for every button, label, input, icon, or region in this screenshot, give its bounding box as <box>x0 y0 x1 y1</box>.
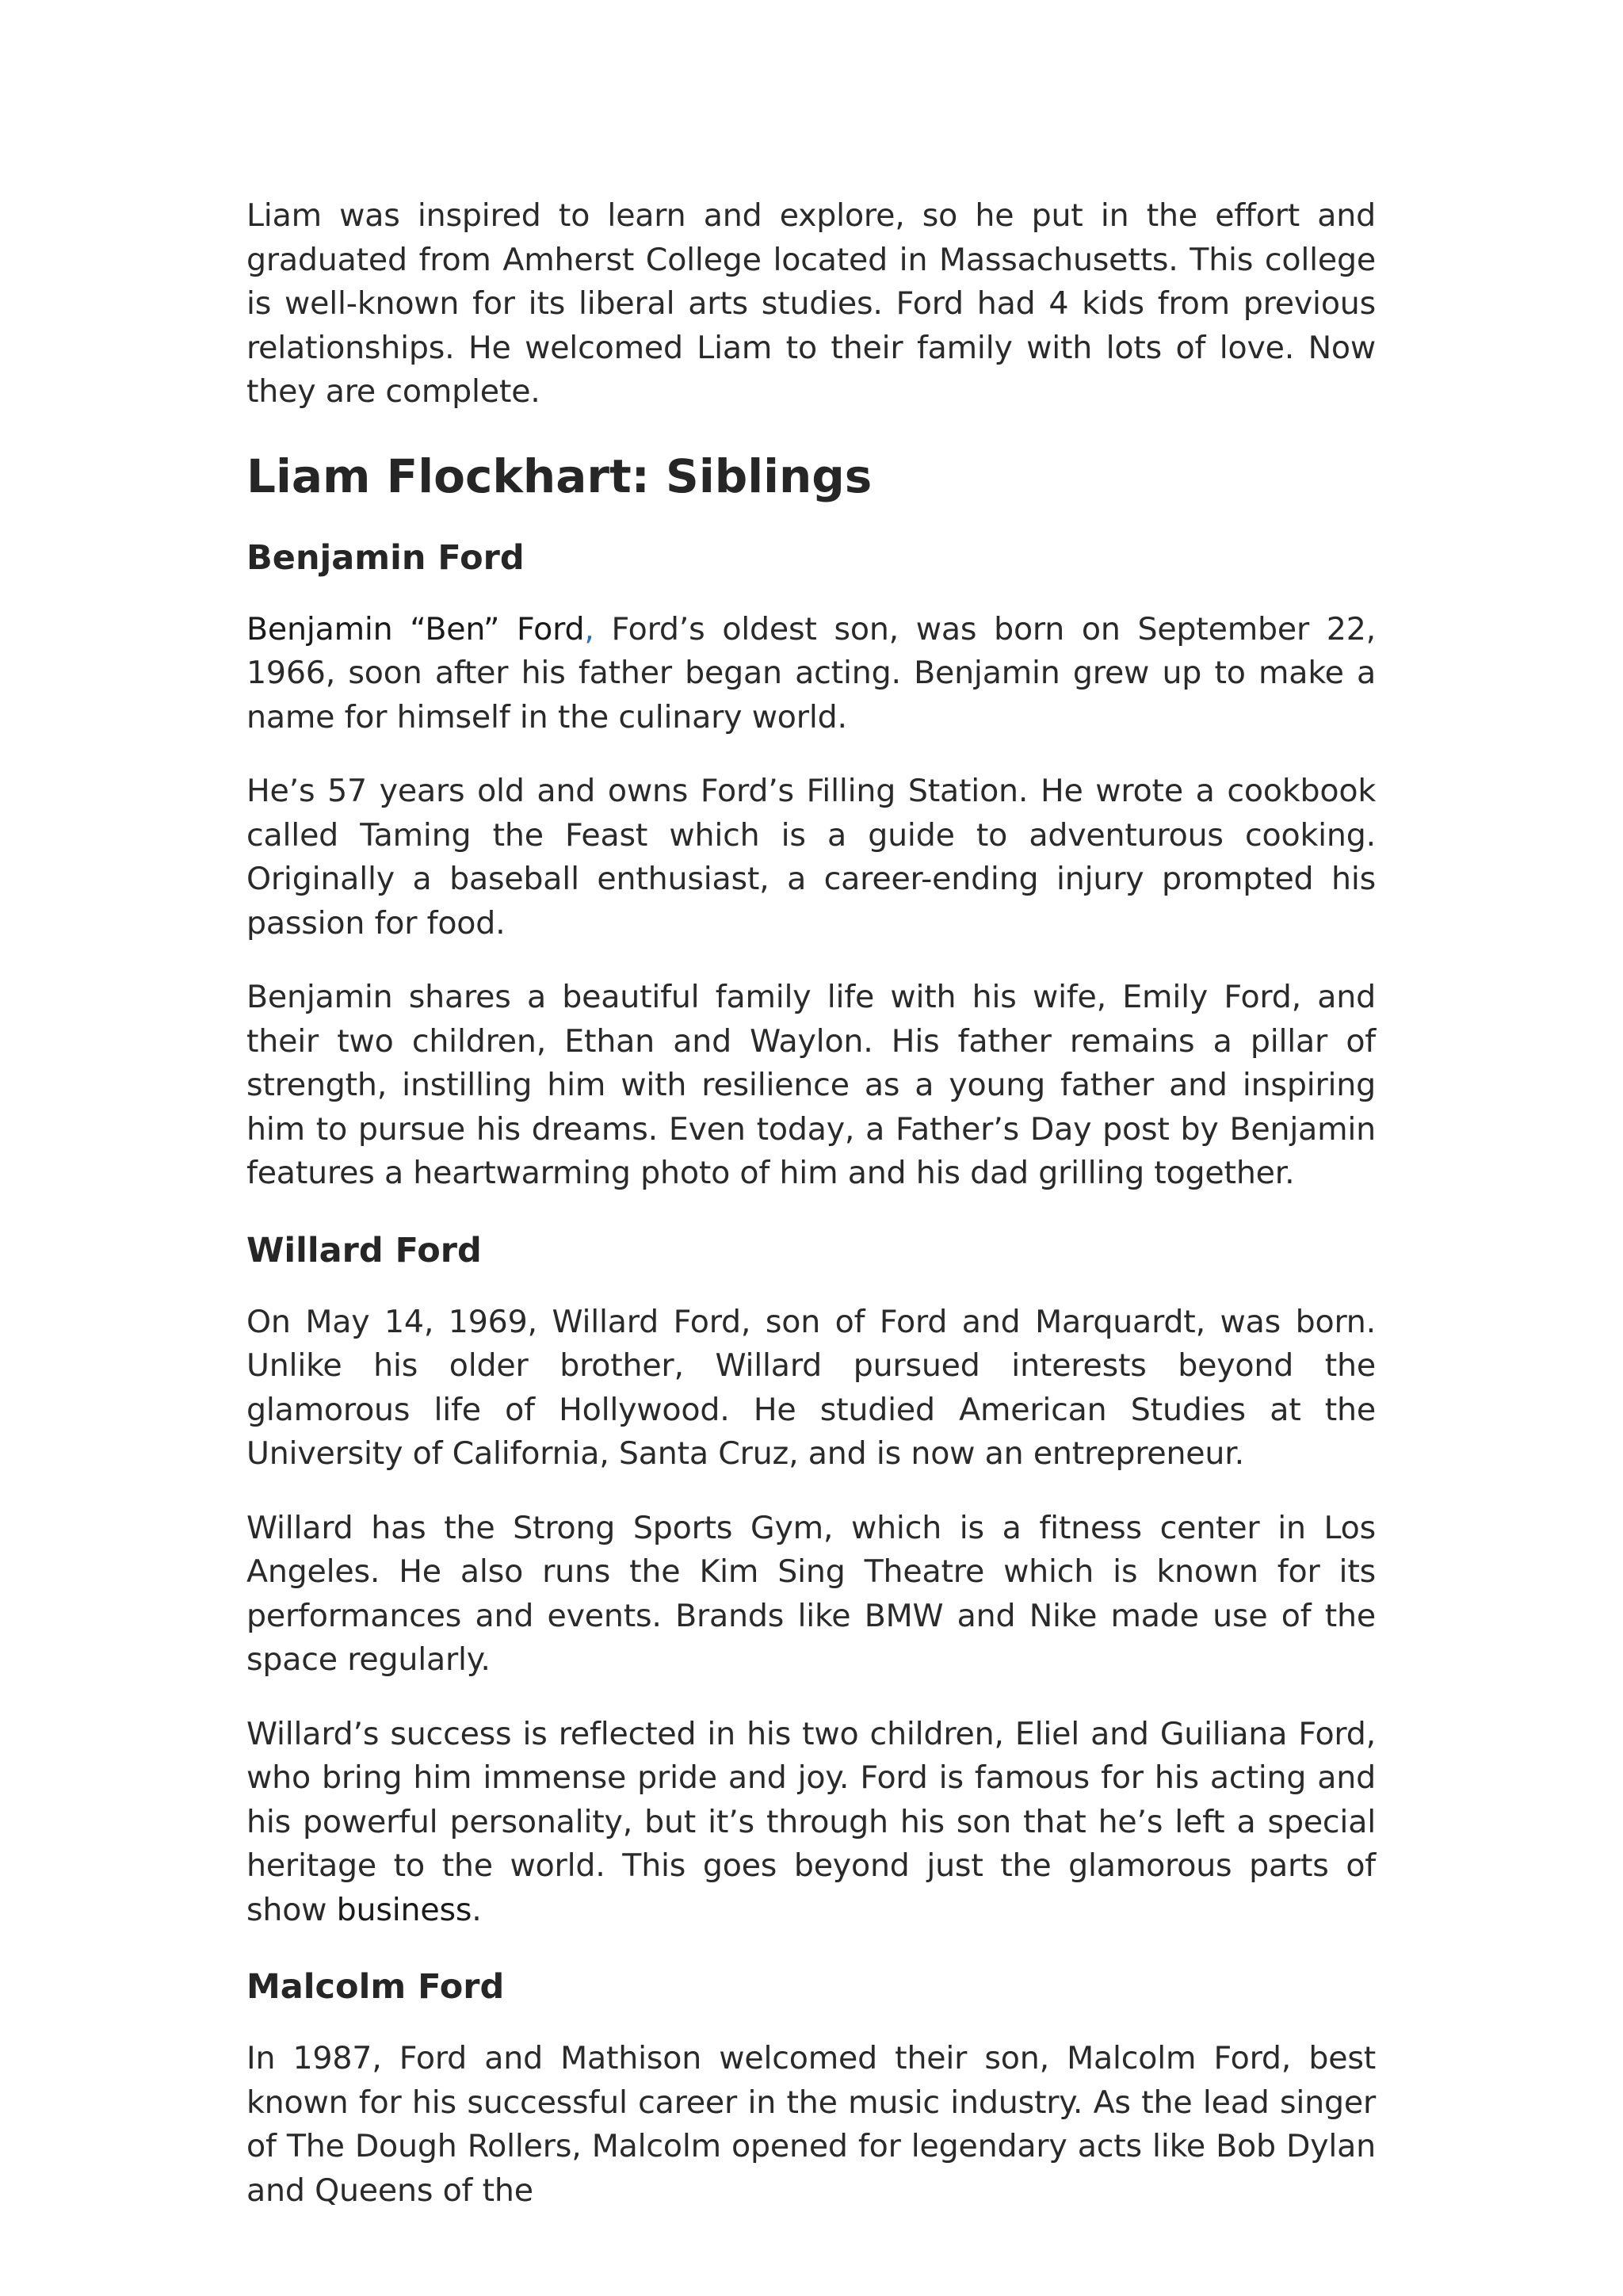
document-page <box>246 194 1376 2243</box>
benjamin-link[interactable]: Benjamin “Ben” Ford <box>246 610 585 648</box>
willard-heading: Willard Ford <box>246 1230 482 1270</box>
willard-paragraph-1: On May 14, 1969, Willard Ford, son of Ford and Marquardt, was born. Unlike his older brother, Willard pursued interests beyond the glamorous life of Hollywood. He studied American Studies at the University of California, Santa Cruz, and is now an entrepreneur. <box>246 1303 1376 1472</box>
benjamin-heading: Benjamin Ford <box>246 537 525 578</box>
intro-paragraph: Liam was inspired to learn and explore, so he put in the effort and graduated from Amherst College located in Massachusetts. This college is well-known for its liberal arts studies. Ford had 4 kids from previous relationships. He welcomed Liam to their family with lots of love. Now they are complete. <box>246 197 1376 410</box>
siblings-heading: Liam Flockhart: Siblings <box>246 449 873 503</box>
benjamin-paragraph-1 <box>246 608 1376 740</box>
willard-paragraph-3-text: Willard’s success is reflected in his two children, Eliel and Guiliana Ford, who bring him immense pride and joy. Ford is famous for his acting and his powerful personality, but it’s through his son that he’s left a special heritage to the world. This goes beyond just the glamorous parts of show <box>246 1715 1376 1928</box>
willard-paragraph-3 <box>246 1713 1376 1933</box>
benjamin-link-comma: , <box>584 610 594 648</box>
malcolm-heading: Malcolm Ford <box>246 1967 505 2007</box>
willard-paragraph-3-end: . <box>472 1891 482 1928</box>
willard-paragraph-2: Willard has the Strong Sports Gym, which is a fitness center in Los Angeles. He also runs the Kim Sing Theatre which is known for its performances and events. Brands like BMW and Nike made use of the space regularly. <box>246 1509 1376 1678</box>
business-link[interactable]: business <box>336 1891 472 1928</box>
malcolm-paragraph-1: In 1987, Ford and Mathison welcomed their son, Malcolm Ford, best known for his successful career in the music industry. As the lead singer of The Dough Rollers, Malcolm opened for legendary acts like Bob Dylan and Queens of the <box>246 2040 1376 2209</box>
benjamin-paragraph-1-text: Ford’s oldest son, was born on September 22, 1966, soon after his father began acting. Benjamin grew up to make a name for himself in the culinary world. <box>246 610 1376 735</box>
benjamin-paragraph-3: Benjamin shares a beautiful family life with his wife, Emily Ford, and their two children, Ethan and Waylon. His father remains a pillar of strength, instilling him with resilience as a young father and inspiring him to pursue his dreams. Even today, a Father’s Day post by Benjamin features a heartwarming photo of him and his dad grilling together. <box>246 979 1376 1191</box>
benjamin-paragraph-2: He’s 57 years old and owns Ford’s Filling Station. He wrote a cookbook called Taming the Feast which is a guide to adventurous cooking. Originally a baseball enthusiast, a career-ending injury prompted his passion for food. <box>246 773 1376 942</box>
